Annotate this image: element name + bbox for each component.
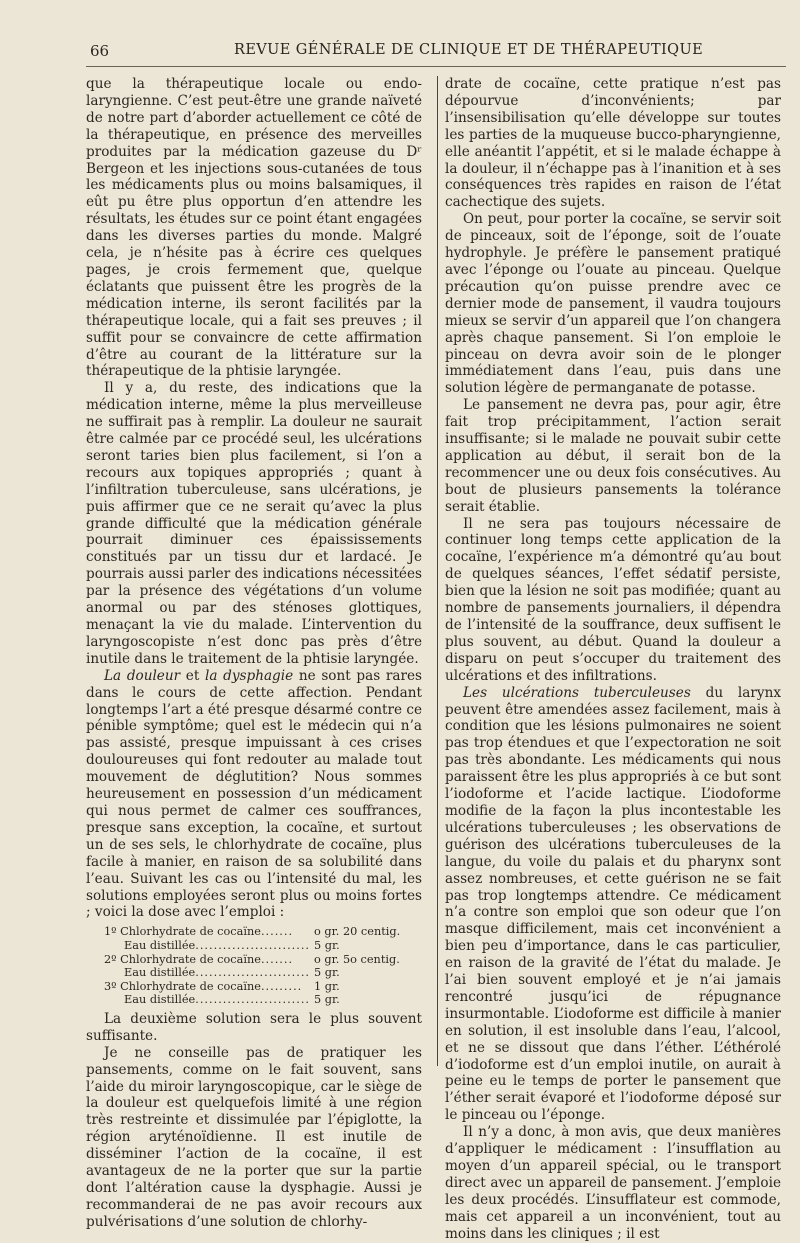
header-rule [86,66,786,67]
column-divider [437,76,438,1066]
dose-leader: ......................... [195,938,311,952]
running-title: REVUE GÉNÉRALE DE CLINIQUE ET DE THÉRAPEUTIQUE [234,42,704,58]
dose-value: o gr. 20 centig. [314,925,401,939]
dose-value: 5 gr. [314,966,340,980]
dose-value: 5 gr. [314,938,340,952]
paragraph: Le pansement ne devra pas, pour agir, être fait trop précipitamment, l’action serait insuffisante; si le malade ne pouvait subir cette application au début, il serait bon de la recommencer une ou deux fois consécutives. Au bout de plusieurs pansements la tolérance serait établie. [445,397,781,515]
dose-label: 3º Chlorhydrate de cocaïne [104,979,261,993]
dose-table [86,925,422,1007]
paragraph: Je ne conseille pas de pratiquer les pansements, comme on le fait souvent, sans l’aide du miroir laryngoscopique, car le siège de la douleur est quelquefois limité à une région très restreinte et dissimulée par l’épiglotte, la région aryténoïdienne. Il est inutile de disséminer l’action de la cocaïne, il est avantageux de ne la porter que sur la partie dont l’altération cause la dysphagie. Aussi je recommanderai de ne pas avoir recours aux pulvérisations d’une solution de chlorhy- [86,1044,422,1230]
dose-leader: ......................... [195,966,311,980]
dose-value: 5 gr. [314,993,340,1007]
text-run: et [180,667,205,684]
dose-row [86,925,422,939]
paragraph-ulcerations [445,685,781,1125]
dose-leader: ......................... [195,993,311,1007]
text-run: ne sont pas rares dans le cours de cette affection. Pendant longtemps l’art a été presque désarmé contre ce pénible symptôme; quel est le médecin qui n’a pas assisté, presque impuissant à ces crises douloureuses qui font redouter au malade tout mouvement de déglutition? Nous sommes heureusement en possession d’un médicament qui nous permet de calmer ces souffrances, presque sans exception, la cocaïne, et surtout un de ses sels, le chlorhydrate de cocaïne, plus facile à manier, en raison de sa solubilité dans l’eau. Suivant les cas ou l’intensité du mal, les solutions employées seront plus ou moins fortes ; voici la dose avec l’emploi : [86,667,422,921]
dose-row [86,953,422,967]
left-column [86,76,422,1231]
dose-label: Eau distillée [124,966,196,980]
page-number: 66 [90,42,110,60]
dose-row [86,993,422,1007]
dose-label: 2º Chlorhydrate de cocaïne [104,952,261,966]
dose-label: Eau distillée [124,993,196,1007]
paragraph: La deuxième solution sera le plus souvent suffisante. [86,1010,422,1044]
dose-leader: ....... [260,925,294,939]
dose-row [86,966,422,980]
italic-term: la dysphagie [205,667,294,684]
dose-value: 1 gr. [314,979,340,993]
text-run: du larynx peuvent être amendées assez facilement, mais à condition que les lésions pulmonaires ne soient pas trop étendues et que l’expectoration ne soit pas très abondante. Les médicaments qui nous paraissent être les plus appropriés à ce but sont l’iodoforme et l’acide lactique. L’iodoforme modifie de la façon la plus incontestable les ulcérations tuberculeuses ; les observations de guérison des ulcérations tuberculeuses de la langue, du voile du palais et du pharynx sont assez nombreuses, et cette guérison ne se fait pas trop longtemps attendre. Ce médicament n’a contre son emploi que son odeur que l’on masque difficilement, mais cet inconvénient a bien peu d’importance, dans le cas particulier, en raison de la gravité de l’état du malade. Je l’ai bien souvent employé et je n’ai jamais rencontré jusqu’ici de répugnance insurmontable. L’iodoforme est difficile à manier en solution, il est insoluble dans l’eau, l’alcool, et ne se dissout que dans l’éther. L’éthérolé d’iodoforme est d’un emploi inutile, on aurait à peine eu le temps de porter le pansement que l’éther serait évaporé et l’iodoforme déposé sur le pinceau ou l’éponge. [445,684,781,1124]
paragraph: On peut, pour porter la cocaïne, se servir soit de pinceaux, soit de l’éponge, soit de l’ouate hydrophyle. Je préfère le pansement pratiqué avec l’éponge ou l’ouate au pinceau. Quelque précaution qu’on puisse prendre avec ce dernier mode de pansement, il vaudra toujours mieux se servir d’un appareil que l’on changera après chaque pansement. Si l’on emploie le pinceau on devra avoir soin de le plonger immédiatement dans l’eau, puis dans une solution légère de permanganate de potasse. [445,211,781,397]
dose-leader: ....... [260,952,294,966]
paragraph: Il n’y a donc, à mon avis, que deux manières d’appliquer le médicament : l’insufflation au moyen d’un appareil spécial, ou le transport direct avec un appareil de pansement. J’emploie les deux procédés. L’insufflateur est commode, mais cet appareil a un inconvénient, tout au moins dans les cliniques ; il est [445,1124,781,1242]
dose-row [86,939,422,953]
dose-value: o gr. 5o centig. [314,952,400,966]
paragraph: Il ne sera pas toujours nécessaire de continuer long temps cette application de la cocaïne, l’expérience m’a démontré qu’au bout de quelques séances, l’effet sédatif persiste, bien que la lésion ne soit pas modifiée; quant au nombre de pansements journaliers, il dépendra de l’intensité de la souffrance, deux suffisent le plus souvent, au début. Quand la douleur a disparu on peut s’occuper du traitement des ulcérations et des infiltrations. [445,515,781,684]
dose-row [86,980,422,994]
paragraph-douleur [86,668,422,922]
paragraph: drate de cocaïne, cette pratique n’est pas dépourvue d’inconvénients; par l’insensibilisation qu’elle développe sur toutes les parties de la muqueuse bucco-pharyngienne, elle anéantit l’appétit, et si le malade échappe à la douleur, il n’échappe pas à l’inanition et à ses conséquences très rapides en raison de l’état cachectique des sujets. [445,76,781,211]
right-column [445,76,781,1243]
dose-label: 1º Chlorhydrate de cocaïne [104,925,261,939]
dose-label: Eau distillée [124,938,196,952]
paragraph: que la thérapeutique locale ou endo-laryngienne. C’est peut-être une grande naïveté de notre part d’aborder actuellement ce côté de la thérapeutique, en présence des merveilles produites par la médication gazeuse du Dʳ Bergeon et les injections sous-cutanées de tous les médicaments plus ou moins balsamiques, il eût pu être plus opportun d’en attendre les résultats, les études sur ce point étant engagées dans les diverses parties du monde. Malgré cela, je n’hésite pas à écrire ces quelques pages, je crois fermement que, quelque éclatants que puissent être les progrès de la médication interne, ils seront facilités par la thérapeutique locale, qui a fait ses preuves ; il suffit pour se convaincre de cette affirmation d’être au courant de la littérature sur la thérapeutique de la phtisie laryngée. [86,76,422,380]
paragraph: Il y a, du reste, des indications que la médication interne, même la plus merveilleuse ne suffirait pas à remplir. La douleur ne saurait être calmée par ce procédé seul, les ulcérations seront taries bien plus facilement, si l’on a recours aux topiques appropriés ; quant à l’infiltration tuberculeuse, sans ulcérations, je puis affirmer que ce ne serait qu’avec la plus grande difficulté que la médication générale pourrait diminuer ces épaississements constitués par un tissu dur et lardacé. Je pourrais aussi parler des indications nécessitées par la présence des végétations d’un volume anormal ou par des sténoses glottiques, menaçant la vie du malade. L’intervention du laryngoscopiste n’est donc pas près d’être inutile dans le traitement de la phtisie laryngée. [86,380,422,667]
italic-term: La douleur [104,667,181,684]
page-header [0,40,800,66]
italic-term: Les ulcérations tuberculeuses [463,684,691,701]
dose-leader: ......... [260,979,303,993]
